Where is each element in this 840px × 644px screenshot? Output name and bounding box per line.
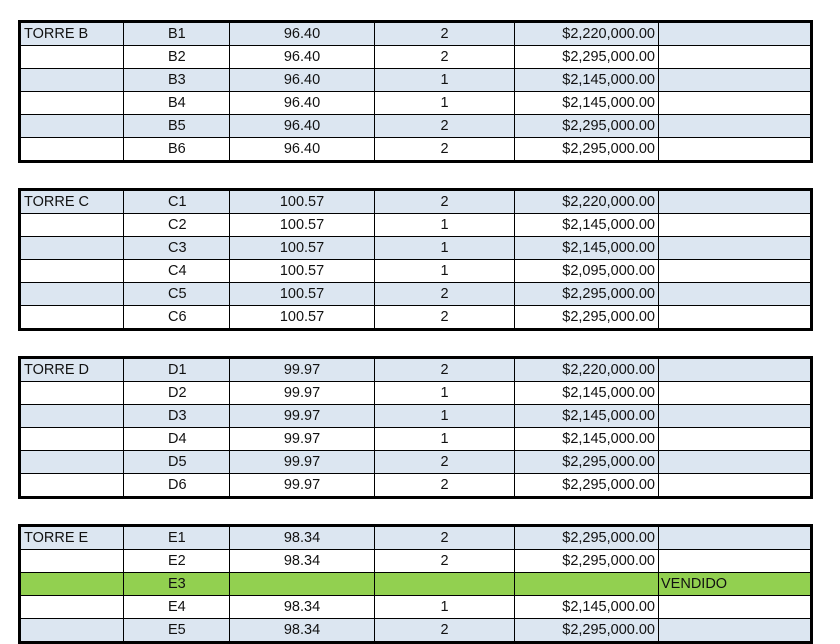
area-cell[interactable]: 100.57 bbox=[230, 237, 375, 260]
price-cell[interactable]: $2,145,000.00 bbox=[515, 596, 659, 619]
area-cell[interactable]: 99.97 bbox=[230, 405, 375, 428]
status-cell[interactable] bbox=[659, 69, 812, 92]
price-cell[interactable]: $2,145,000.00 bbox=[515, 428, 659, 451]
unit-cell[interactable]: D5 bbox=[124, 451, 230, 474]
bedrooms-cell[interactable]: 2 bbox=[375, 115, 515, 138]
price-cell[interactable]: $2,145,000.00 bbox=[515, 92, 659, 115]
bedrooms-cell[interactable]: 2 bbox=[375, 138, 515, 162]
tower-name-cell[interactable]: TORRE E bbox=[20, 526, 124, 550]
area-cell[interactable]: 98.34 bbox=[230, 596, 375, 619]
bedrooms-cell[interactable]: 2 bbox=[375, 550, 515, 573]
area-cell[interactable]: 96.40 bbox=[230, 115, 375, 138]
tower-name-cell[interactable] bbox=[20, 474, 124, 498]
tower-name-cell[interactable]: TORRE D bbox=[20, 358, 124, 382]
status-cell[interactable] bbox=[659, 190, 812, 214]
area-cell[interactable]: 99.97 bbox=[230, 358, 375, 382]
tower-name-cell[interactable] bbox=[20, 46, 124, 69]
bedrooms-cell[interactable]: 2 bbox=[375, 358, 515, 382]
tower-name-cell[interactable] bbox=[20, 382, 124, 405]
table-row bbox=[20, 46, 812, 69]
unit-cell[interactable]: C3 bbox=[124, 237, 230, 260]
price-cell[interactable]: $2,295,000.00 bbox=[515, 451, 659, 474]
status-cell[interactable] bbox=[659, 306, 812, 330]
tower-b-table bbox=[18, 20, 813, 163]
unit-cell[interactable]: E2 bbox=[124, 550, 230, 573]
tower-name-cell[interactable] bbox=[20, 451, 124, 474]
status-cell[interactable] bbox=[659, 596, 812, 619]
price-cell[interactable]: $2,220,000.00 bbox=[515, 358, 659, 382]
unit-cell[interactable]: D1 bbox=[124, 358, 230, 382]
unit-cell[interactable]: B3 bbox=[124, 69, 230, 92]
status-cell[interactable] bbox=[659, 22, 812, 46]
tower-name-cell[interactable] bbox=[20, 115, 124, 138]
area-cell[interactable]: 96.40 bbox=[230, 92, 375, 115]
bedrooms-cell[interactable]: 1 bbox=[375, 92, 515, 115]
tower-name-cell[interactable] bbox=[20, 69, 124, 92]
price-cell[interactable] bbox=[515, 573, 659, 596]
unit-cell[interactable]: E1 bbox=[124, 526, 230, 550]
status-cell[interactable] bbox=[659, 138, 812, 162]
area-cell[interactable]: 96.40 bbox=[230, 138, 375, 162]
price-cell[interactable]: $2,220,000.00 bbox=[515, 190, 659, 214]
area-cell[interactable]: 100.57 bbox=[230, 214, 375, 237]
bedrooms-cell[interactable]: 2 bbox=[375, 283, 515, 306]
table-row bbox=[20, 573, 812, 596]
area-cell[interactable]: 100.57 bbox=[230, 306, 375, 330]
table-row bbox=[20, 283, 812, 306]
area-cell[interactable]: 98.34 bbox=[230, 619, 375, 643]
price-cell[interactable]: $2,295,000.00 bbox=[515, 526, 659, 550]
price-cell[interactable]: $2,295,000.00 bbox=[515, 306, 659, 330]
unit-cell[interactable]: C4 bbox=[124, 260, 230, 283]
table-row bbox=[20, 405, 812, 428]
unit-cell[interactable]: D4 bbox=[124, 428, 230, 451]
tower-name-cell[interactable] bbox=[20, 260, 124, 283]
status-cell[interactable] bbox=[659, 619, 812, 643]
unit-cell[interactable]: B2 bbox=[124, 46, 230, 69]
tower-name-cell[interactable] bbox=[20, 619, 124, 643]
area-cell[interactable]: 98.34 bbox=[230, 550, 375, 573]
table-row bbox=[20, 22, 812, 46]
area-cell[interactable] bbox=[230, 573, 375, 596]
bedrooms-cell[interactable]: 1 bbox=[375, 214, 515, 237]
table-row bbox=[20, 214, 812, 237]
table-row bbox=[20, 237, 812, 260]
table-row bbox=[20, 451, 812, 474]
status-cell[interactable] bbox=[659, 46, 812, 69]
status-cell[interactable] bbox=[659, 526, 812, 550]
unit-cell[interactable]: B5 bbox=[124, 115, 230, 138]
unit-cell[interactable]: C2 bbox=[124, 214, 230, 237]
status-cell[interactable] bbox=[659, 115, 812, 138]
unit-cell[interactable]: C6 bbox=[124, 306, 230, 330]
bedrooms-cell[interactable]: 1 bbox=[375, 382, 515, 405]
unit-cell[interactable]: D3 bbox=[124, 405, 230, 428]
price-cell[interactable]: $2,145,000.00 bbox=[515, 214, 659, 237]
price-cell[interactable]: $2,295,000.00 bbox=[515, 619, 659, 643]
area-cell[interactable]: 100.57 bbox=[230, 190, 375, 214]
price-cell[interactable]: $2,295,000.00 bbox=[515, 138, 659, 162]
area-cell[interactable]: 100.57 bbox=[230, 283, 375, 306]
tower-name-cell[interactable] bbox=[20, 92, 124, 115]
area-cell[interactable]: 99.97 bbox=[230, 382, 375, 405]
table-row bbox=[20, 115, 812, 138]
bedrooms-cell[interactable]: 1 bbox=[375, 237, 515, 260]
bedrooms-cell[interactable]: 2 bbox=[375, 46, 515, 69]
bedrooms-cell[interactable]: 1 bbox=[375, 596, 515, 619]
price-cell[interactable]: $2,295,000.00 bbox=[515, 550, 659, 573]
area-cell[interactable]: 99.97 bbox=[230, 474, 375, 498]
unit-cell[interactable]: D6 bbox=[124, 474, 230, 498]
price-cell[interactable]: $2,220,000.00 bbox=[515, 22, 659, 46]
status-cell[interactable] bbox=[659, 260, 812, 283]
price-cell[interactable]: $2,295,000.00 bbox=[515, 283, 659, 306]
bedrooms-cell[interactable]: 1 bbox=[375, 405, 515, 428]
bedrooms-cell[interactable] bbox=[375, 573, 515, 596]
bedrooms-cell[interactable]: 1 bbox=[375, 428, 515, 451]
tower-name-cell[interactable] bbox=[20, 138, 124, 162]
table-row bbox=[20, 260, 812, 283]
price-cell[interactable]: $2,145,000.00 bbox=[515, 382, 659, 405]
area-cell[interactable]: 100.57 bbox=[230, 260, 375, 283]
status-cell[interactable] bbox=[659, 358, 812, 382]
tower-e-table bbox=[18, 524, 813, 644]
price-cell[interactable]: $2,295,000.00 bbox=[515, 46, 659, 69]
unit-cell[interactable]: B4 bbox=[124, 92, 230, 115]
table-row bbox=[20, 619, 812, 643]
status-cell[interactable] bbox=[659, 283, 812, 306]
price-cell[interactable]: $2,295,000.00 bbox=[515, 115, 659, 138]
unit-cell[interactable]: E4 bbox=[124, 596, 230, 619]
status-cell[interactable] bbox=[659, 214, 812, 237]
bedrooms-cell[interactable]: 2 bbox=[375, 474, 515, 498]
price-cell[interactable]: $2,095,000.00 bbox=[515, 260, 659, 283]
area-cell[interactable]: 96.40 bbox=[230, 46, 375, 69]
table-row bbox=[20, 92, 812, 115]
bedrooms-cell[interactable]: 1 bbox=[375, 260, 515, 283]
status-cell[interactable] bbox=[659, 451, 812, 474]
bedrooms-cell[interactable]: 2 bbox=[375, 451, 515, 474]
tower-name-cell[interactable] bbox=[20, 214, 124, 237]
tower-name-cell[interactable]: TORRE B bbox=[20, 22, 124, 46]
status-cell[interactable] bbox=[659, 92, 812, 115]
table-row bbox=[20, 69, 812, 92]
status-cell[interactable] bbox=[659, 237, 812, 260]
area-cell[interactable]: 98.34 bbox=[230, 526, 375, 550]
tower-name-cell[interactable]: TORRE C bbox=[20, 190, 124, 214]
table-row bbox=[20, 596, 812, 619]
bedrooms-cell[interactable]: 2 bbox=[375, 619, 515, 643]
tower-name-cell[interactable] bbox=[20, 550, 124, 573]
area-cell[interactable]: 99.97 bbox=[230, 451, 375, 474]
tower-name-cell[interactable] bbox=[20, 306, 124, 330]
unit-cell[interactable]: B1 bbox=[124, 22, 230, 46]
status-cell[interactable] bbox=[659, 550, 812, 573]
unit-cell[interactable]: D2 bbox=[124, 382, 230, 405]
unit-cell[interactable]: B6 bbox=[124, 138, 230, 162]
tower-name-cell[interactable] bbox=[20, 283, 124, 306]
area-cell[interactable]: 99.97 bbox=[230, 428, 375, 451]
tower-c-table bbox=[18, 188, 813, 331]
status-cell[interactable] bbox=[659, 382, 812, 405]
tower-name-cell[interactable] bbox=[20, 405, 124, 428]
tower-name-cell[interactable] bbox=[20, 237, 124, 260]
table-row bbox=[20, 526, 812, 550]
bedrooms-cell[interactable]: 2 bbox=[375, 22, 515, 46]
tower-name-cell[interactable] bbox=[20, 573, 124, 596]
table-row bbox=[20, 190, 812, 214]
bedrooms-cell[interactable]: 1 bbox=[375, 69, 515, 92]
table-row bbox=[20, 358, 812, 382]
table-row bbox=[20, 474, 812, 498]
unit-cell[interactable]: E5 bbox=[124, 619, 230, 643]
unit-cell[interactable]: C1 bbox=[124, 190, 230, 214]
bedrooms-cell[interactable]: 2 bbox=[375, 526, 515, 550]
table-row bbox=[20, 138, 812, 162]
table-row bbox=[20, 382, 812, 405]
tower-name-cell[interactable] bbox=[20, 428, 124, 451]
table-row bbox=[20, 550, 812, 573]
table-row bbox=[20, 428, 812, 451]
price-cell[interactable]: $2,145,000.00 bbox=[515, 69, 659, 92]
price-cell[interactable]: $2,145,000.00 bbox=[515, 237, 659, 260]
status-cell[interactable] bbox=[659, 474, 812, 498]
status-cell[interactable] bbox=[659, 428, 812, 451]
status-cell[interactable] bbox=[659, 405, 812, 428]
bedrooms-cell[interactable]: 2 bbox=[375, 190, 515, 214]
tower-name-cell[interactable] bbox=[20, 596, 124, 619]
table-row bbox=[20, 306, 812, 330]
tower-d-table bbox=[18, 356, 813, 499]
bedrooms-cell[interactable]: 2 bbox=[375, 306, 515, 330]
price-cell[interactable]: $2,145,000.00 bbox=[515, 405, 659, 428]
status-cell[interactable]: VENDIDO bbox=[659, 573, 812, 596]
area-cell[interactable]: 96.40 bbox=[230, 69, 375, 92]
unit-cell[interactable]: E3 bbox=[124, 573, 230, 596]
unit-cell[interactable]: C5 bbox=[124, 283, 230, 306]
area-cell[interactable]: 96.40 bbox=[230, 22, 375, 46]
price-cell[interactable]: $2,295,000.00 bbox=[515, 474, 659, 498]
